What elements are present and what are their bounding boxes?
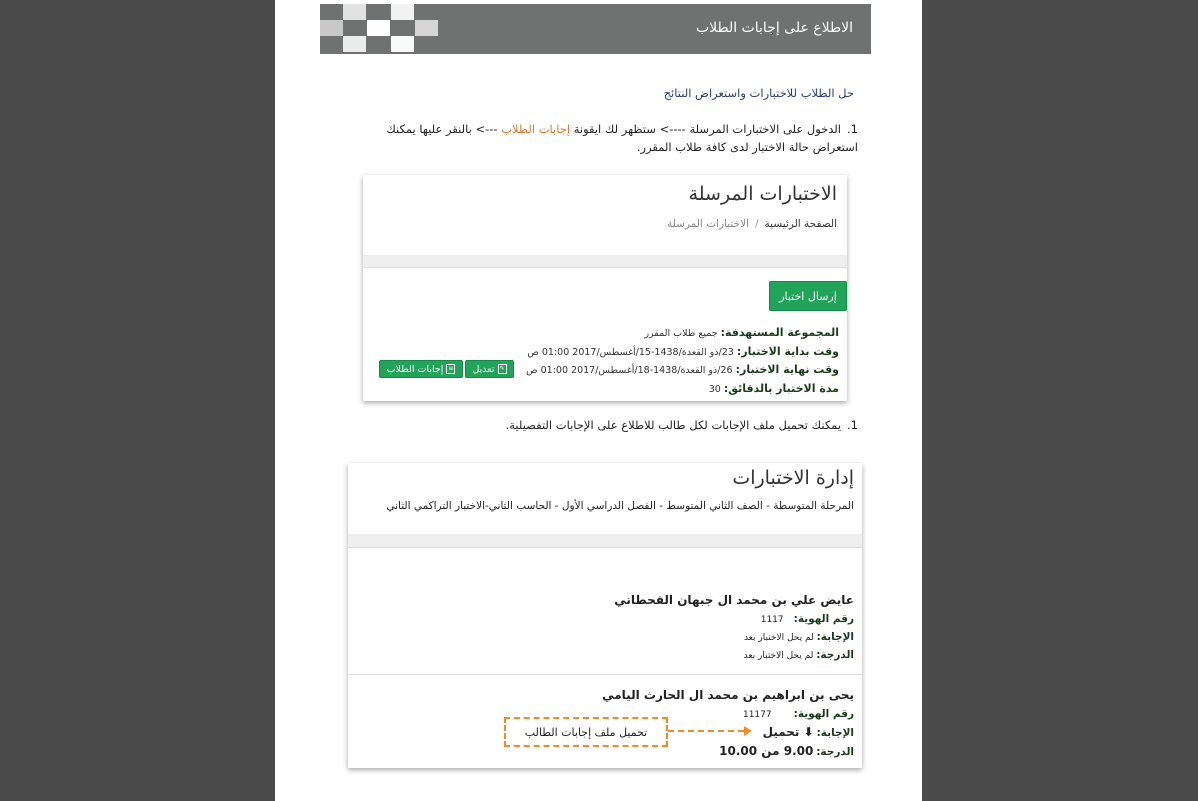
- breadcrumb-current: الاختبارات المرسلة: [666, 218, 749, 230]
- arrow-head-icon: [744, 726, 752, 736]
- duration-label: مدة الاختبار بالدقائق:: [723, 381, 839, 395]
- id-label: رقم الهوية:: [793, 613, 854, 625]
- page-title: الاختبارات المرسلة: [688, 183, 837, 205]
- download-icon: ⬇: [803, 725, 814, 739]
- student-entry: [614, 593, 854, 665]
- callout-box: تحميل ملف إجابات الطالب: [504, 717, 668, 747]
- banner-pattern: [367, 20, 390, 36]
- id-label: رقم الهوية:: [793, 708, 854, 720]
- answer-label: الإجابة:: [816, 727, 854, 739]
- edit-button-label: تعديل: [472, 363, 495, 375]
- duration-value: 30: [708, 383, 721, 395]
- test-info: [526, 324, 839, 398]
- step-text: ---> بالنقر عليها يمكنك استعراض حالة الاختبار لدى كافة طلاب المقرر.: [386, 122, 858, 154]
- student-name: عايض علي بن محمد ال جبهان القحطاني: [614, 593, 854, 607]
- banner-pattern: [343, 36, 366, 52]
- step-number: 1.: [847, 418, 858, 432]
- grade-value: 9.00 من 10.00: [719, 744, 814, 758]
- document-page: [275, 0, 922, 801]
- step-text: يمكنك تحميل ملف الإجابات لكل طالب للاطلاع على الإجابات التفصيلية.: [505, 418, 842, 432]
- sent-tests-card: [363, 175, 847, 401]
- edit-icon: ✎: [499, 365, 505, 372]
- student-name: يحى بن ابراهيم بن محمد ال الحارث اليامي: [602, 688, 854, 702]
- end-label: وقت نهاية الاختبار:: [735, 363, 839, 376]
- divider-band: [348, 534, 862, 548]
- grade-label: الدرجة:: [816, 746, 854, 758]
- grade-value: لم يحل الاختبار بعد: [743, 651, 814, 661]
- step-highlight: إجابات الطلاب: [501, 122, 571, 136]
- send-test-button[interactable]: إرسال اختبار: [769, 281, 847, 311]
- answer-label: الإجابة:: [816, 631, 854, 643]
- id-value: 1117: [760, 615, 784, 625]
- document-icon: ≡: [448, 365, 454, 372]
- page-title: إدارة الاختبارات: [732, 467, 854, 489]
- download-link[interactable]: [763, 725, 814, 739]
- end-value: 26/ذو القعدة/1438-18/أغسطس/2017 01:00 ص: [526, 365, 733, 376]
- step-2: [338, 416, 858, 434]
- manage-tests-card: [348, 463, 862, 768]
- id-value: 11177: [742, 710, 772, 720]
- banner-pattern: [391, 36, 414, 52]
- step-number: 1.: [847, 122, 858, 136]
- banner-pattern: [415, 20, 438, 36]
- step-text: الدخول على الاختبارات المرسلة ----> ستظهر لك ايقونة: [570, 122, 842, 136]
- answer-value: لم يحل الاختبار بعد: [743, 633, 814, 643]
- row-divider: [348, 674, 862, 675]
- callout-arrow: [668, 730, 744, 732]
- edit-button[interactable]: [465, 360, 514, 378]
- download-label: تحميل: [762, 725, 800, 739]
- start-value: 23/ذو القعدة/1438-15/أغسطس/2017 01:00 ص: [527, 346, 734, 358]
- student-answers-button-label: إجابات الطلاب: [386, 363, 444, 375]
- breadcrumb-home[interactable]: الصفحة الرئيسية: [764, 218, 837, 230]
- start-label: وقت بداية الاختبار:: [736, 344, 839, 358]
- breadcrumb: [667, 218, 837, 230]
- group-label: المجموعة المستهدفة:: [720, 326, 839, 339]
- course-subtitle: المرحلة المتوسطة - الصف الثاني المتوسط - الفصل الدراسي الأول - الحاسب الثاني-الاختبار التراكمي الثاني: [386, 500, 854, 512]
- student-answers-button[interactable]: [379, 360, 463, 378]
- banner-pattern: [320, 20, 343, 36]
- banner-pattern: [343, 4, 366, 20]
- grade-label: الدرجة:: [816, 649, 854, 661]
- intro-text: حل الطلاب للاختبارات واستعراض النتائج: [663, 86, 854, 100]
- banner-title: الاطلاع على إجابات الطلاب: [695, 20, 853, 36]
- step-1: [338, 120, 858, 156]
- group-value: جميع طلاب المقرر: [644, 328, 718, 339]
- breadcrumb-separator: /: [755, 218, 759, 230]
- banner-pattern: [391, 4, 414, 20]
- header-banner: [320, 4, 871, 54]
- divider-band: [363, 255, 847, 268]
